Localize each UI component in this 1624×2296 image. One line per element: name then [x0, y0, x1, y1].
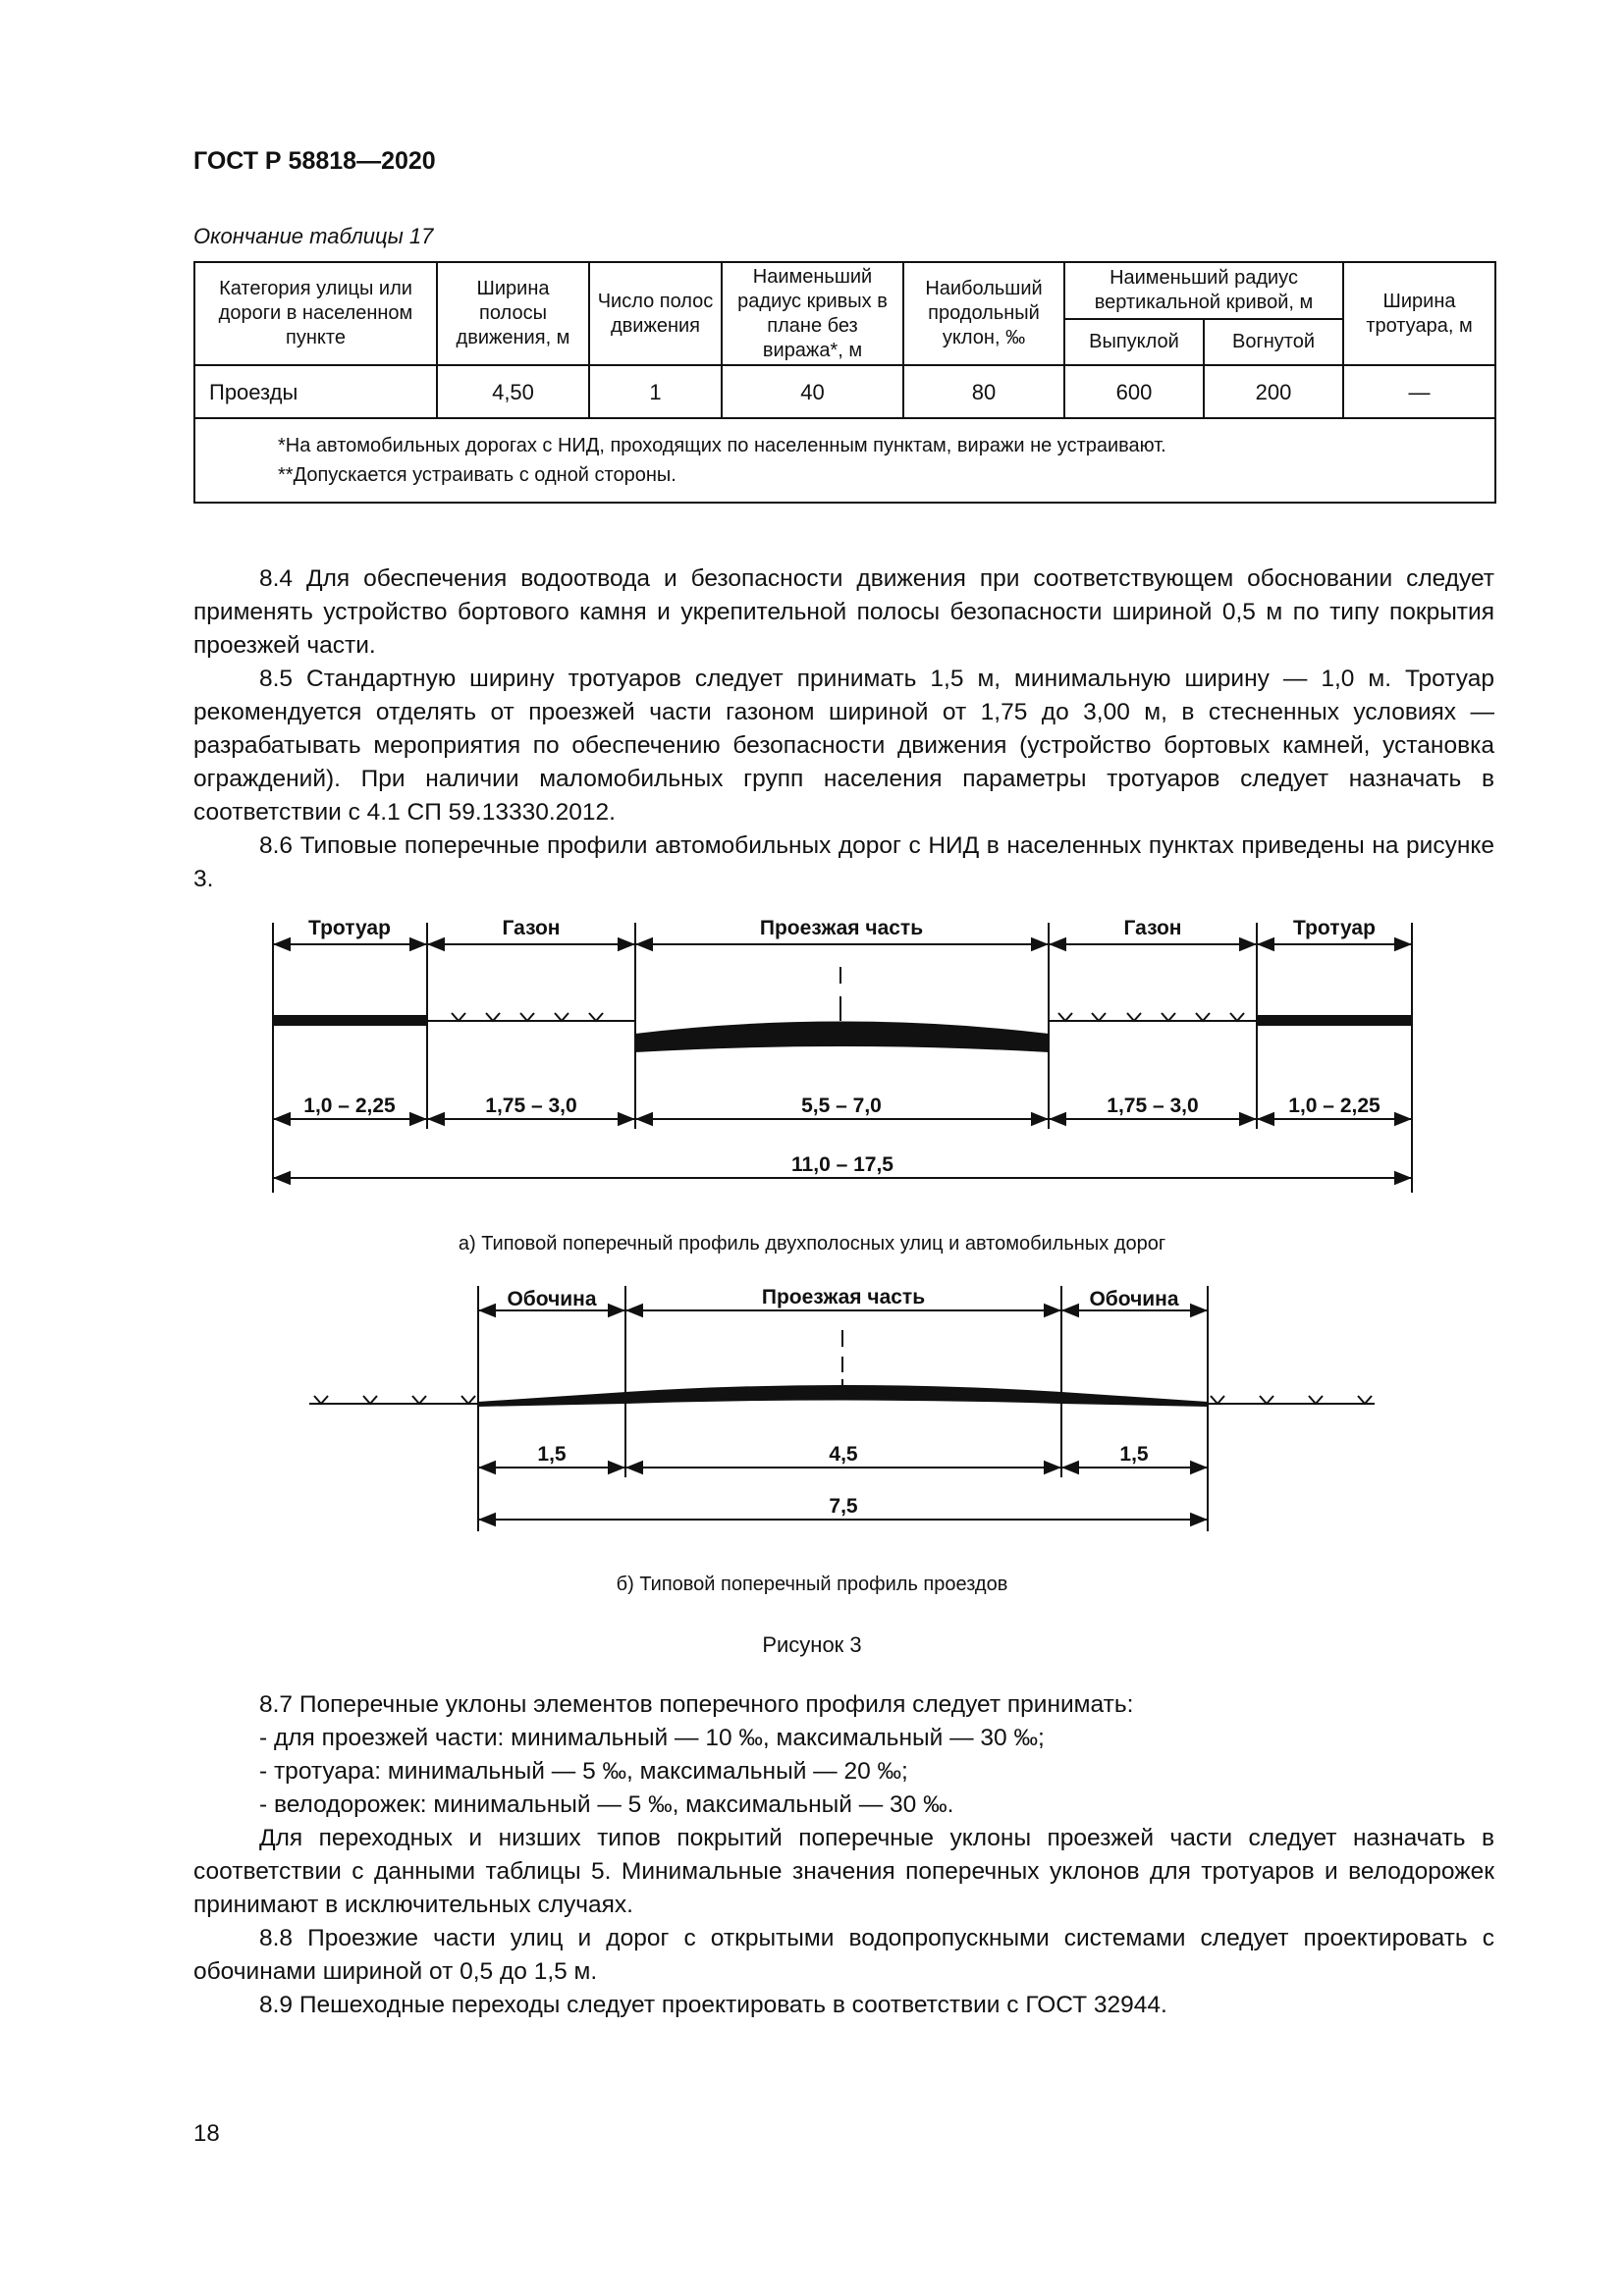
header-concave: Вогнутой	[1204, 319, 1343, 365]
fig-a-dim-2: 1,75 – 3,0	[485, 1095, 577, 1117]
fig-a-label-sidewalk-right: Тротуар	[1293, 917, 1376, 939]
cell-max-grade: 80	[903, 365, 1064, 418]
list-item: - тротуара: минимальный — 5 ‰, максимальный — 20 ‰;	[259, 1758, 908, 1785]
fig-b-dim-total: 7,5	[829, 1495, 858, 1518]
paragraph-8-7-cont: Для переходных и низших типов покрытий поперечные уклоны проезжей части следует назначать в соответствии с данными таблицы 5. Минимальные значения поперечных уклонов для тротуаров и велодорожек принимают в исключительных случаях.	[193, 1825, 1494, 1918]
cell-convex: 600	[1064, 365, 1204, 418]
cell-lane-width: 4,50	[437, 365, 589, 418]
paragraph-8-6: 8.6 Типовые поперечные профили автомобильных дорог с НИД в населенных пунктах приведены на рисунке 3.	[193, 832, 1494, 892]
fig-b-dim-1: 1,5	[537, 1443, 567, 1466]
fig-b-dim-3: 1,5	[1119, 1443, 1149, 1466]
document-header: ГОСТ Р 58818—2020	[193, 147, 436, 175]
header-convex: Выпуклой	[1064, 319, 1204, 365]
list-item: - для проезжей части: минимальный — 10 ‰, максимальный — 30 ‰;	[259, 1725, 1045, 1751]
fig-b-dim-2: 4,5	[829, 1443, 858, 1466]
cell-concave: 200	[1204, 365, 1343, 418]
figure-title: Рисунок 3	[762, 1632, 862, 1657]
page-number: 18	[193, 2120, 220, 2147]
paragraph-8-9: 8.9 Пешеходные переходы следует проектировать в соответствии с ГОСТ 32944.	[259, 1992, 1167, 2018]
header-min-radius: Наименьший радиус кривых в плане без виража*, м	[722, 262, 903, 365]
fig-a-label-lawn-right: Газон	[1123, 917, 1182, 939]
header-max-grade: Наибольший продольный уклон, ‰	[903, 262, 1064, 365]
cell-min-radius: 40	[722, 365, 903, 418]
fig-a-label-sidewalk-left: Тротуар	[308, 917, 391, 939]
fig-b-label-shoulder-right: Обочина	[1089, 1288, 1179, 1310]
fig-a-dim-4: 1,75 – 3,0	[1107, 1095, 1199, 1117]
paragraphs-bottom	[193, 1688, 1494, 2022]
figure-a-caption: а) Типовой поперечный профиль двухполосных улиц и автомобильных дорог	[458, 1233, 1166, 1255]
fig-a-label-roadway: Проезжая часть	[759, 917, 924, 939]
fig-a-label-lawn-left: Газон	[502, 917, 561, 939]
fig-b-label-shoulder-left: Обочина	[507, 1288, 597, 1310]
paragraph-8-5: 8.5 Стандартную ширину тротуаров следует принимать 1,5 м, минимальную ширину — 1,0 м. Тротуар рекомендуется отделять от проезжей части газоном шириной от 1,75 до 3,00 м, в стесненных условиях — разрабатывать мероприятия по обеспечению безопасности движения (устройство бортовых камней, установка ограждений). При наличии маломобильных групп населения параметры тротуаров следует назначать в соответствии с 4.1 СП 59.13330.2012.	[193, 666, 1494, 826]
table-note-1: *На автомобильных дорогах с НИД, проходящих по населенным пунктам, виражи не устраивают.	[278, 435, 1166, 456]
list-item: - велодорожек: минимальный — 5 ‰, максимальный — 30 ‰.	[259, 1791, 954, 1818]
cell-lane-count: 1	[589, 365, 722, 418]
figure-b-caption: б) Типовой поперечный профиль проездов	[616, 1574, 1008, 1595]
cell-sidewalk: —	[1343, 365, 1495, 418]
header-lane-count: Число полос движения	[589, 262, 722, 365]
paragraph-8-7: 8.7 Поперечные уклоны элементов поперечного профиля следует принимать:	[259, 1691, 1134, 1718]
fig-a-dim-1: 1,0 – 2,25	[303, 1095, 396, 1117]
figure-a-profile	[273, 923, 1412, 1193]
fig-a-dim-total: 11,0 – 17,5	[791, 1153, 893, 1176]
table-caption: Окончание таблицы 17	[193, 224, 434, 248]
header-sidewalk: Ширина тротуара, м	[1343, 262, 1495, 365]
header-vertical-radius: Наименьший радиус вертикальной кривой, м	[1064, 262, 1343, 319]
figure-b-surface	[478, 1385, 1208, 1407]
fig-a-dim-3: 5,5 – 7,0	[801, 1095, 882, 1117]
fig-a-dim-5: 1,0 – 2,25	[1288, 1095, 1380, 1117]
header-category: Категория улицы или дороги в населенном пункте	[194, 262, 437, 365]
paragraph-8-4: 8.4 Для обеспечения водоотвода и безопасности движения при соответствующем обосновании следует применять устройство бортового камня и укрепительной полосы безопасности шириной 0,5 м по типу покрытия проезжей части.	[193, 565, 1494, 659]
fig-b-label-roadway: Проезжая часть	[761, 1286, 926, 1308]
cell-category: Проезды	[194, 365, 437, 418]
header-lane-width: Ширина полосы движения, м	[437, 262, 589, 365]
table-note-2: **Допускается устраивать с одной стороны.	[278, 464, 677, 486]
paragraph-8-8: 8.8 Проезжие части улиц и дорог с открытыми водопропускными системами следует проектировать с обочинами шириной от 0,5 до 1,5 м.	[193, 1925, 1494, 1985]
